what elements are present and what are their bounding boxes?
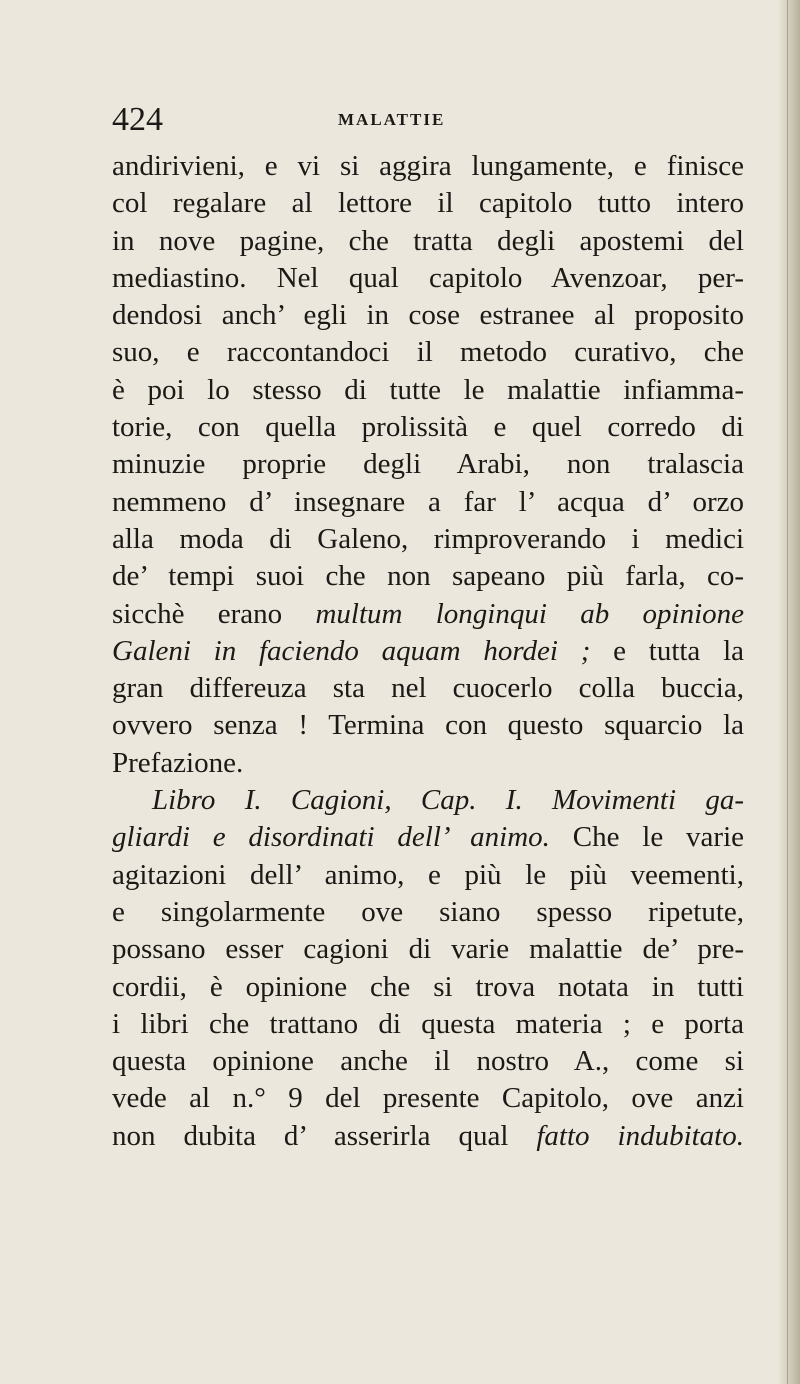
page-edge-line — [787, 0, 788, 1384]
text-segment: gran differeuza sta nel cuocerlo colla buccia, — [112, 672, 744, 705]
text-segment: alla moda di Galeno, rimproverando i medici — [112, 522, 744, 555]
text-segment: mediastino. Nel qual capitolo Avenzoar, per- — [112, 261, 744, 294]
text-segment: e singolarmente ove siano spesso ripetute, — [112, 895, 744, 928]
text-line — [112, 670, 744, 707]
text-line — [112, 894, 744, 931]
italic-segment: Libro I. Cagioni, Cap. I. Movimenti ga- — [152, 784, 744, 817]
text-line — [112, 633, 744, 670]
text-line — [112, 558, 744, 595]
text-segment: cordii, è opinione che si trova notata in tutti — [112, 970, 744, 1003]
text-segment: non dubita d’ asserirla qual — [112, 1119, 537, 1152]
text-line — [112, 857, 744, 894]
text-line — [112, 931, 744, 968]
body-text — [112, 148, 744, 1155]
text-segment: torie, con quella prolissità e quel corredo di — [112, 411, 744, 444]
text-line — [112, 1080, 744, 1117]
text-segment: col regalare al lettore il capitolo tutto intero — [112, 187, 744, 220]
text-segment: minuzie proprie degli Arabi, non tralascia — [112, 448, 744, 481]
page-edge — [778, 0, 800, 1384]
text-segment: vede al n.° 9 del presente Capitolo, ove anzi — [112, 1082, 744, 1115]
text-segment: andirivieni, e vi si aggira lungamente, e finisce — [112, 150, 744, 182]
page-number: 424 — [112, 101, 163, 138]
text-line — [112, 1118, 744, 1155]
running-head — [112, 100, 742, 140]
italic-segment: Galeni in faciendo aquam hordei ; — [112, 634, 591, 667]
text-line — [112, 372, 744, 409]
text-segment: i libri che trattano di questa materia ; e porta — [112, 1007, 744, 1040]
text-line — [112, 596, 744, 633]
text-line — [112, 1043, 744, 1080]
text-line — [112, 745, 744, 782]
text-segment: ovvero senza ! Termina con questo squarcio la — [112, 709, 744, 742]
text-segment: sicchè erano — [112, 597, 316, 630]
text-segment: suo, e raccontandoci il metodo curativo, che — [112, 336, 744, 369]
text-segment: Prefazione. — [112, 746, 244, 779]
text-line — [112, 446, 744, 483]
text-segment: questa opinione anche il nostro A., come si — [112, 1045, 744, 1078]
text-segment: de’ tempi suoi che non sapeano più farla, co- — [112, 560, 744, 593]
running-title: MALATTIE — [338, 110, 446, 129]
text-line — [112, 521, 744, 558]
text-line — [112, 969, 744, 1006]
italic-segment: gliardi e disordinati dell’ animo. — [112, 821, 550, 854]
text-line — [112, 185, 744, 222]
text-segment: possano esser cagioni di varie malattie de’ pre- — [112, 933, 744, 966]
text-segment: nemmeno d’ insegnare a far l’ acqua d’ orzo — [112, 485, 744, 518]
text-line — [112, 334, 744, 371]
text-line — [112, 707, 744, 744]
text-line — [112, 819, 744, 856]
text-line — [112, 484, 744, 521]
text-line — [112, 409, 744, 446]
text-line — [112, 1006, 744, 1043]
text-line — [112, 782, 744, 819]
text-segment: dendosi anch’ egli in cose estranee al proposito — [112, 299, 744, 332]
text-segment: è poi lo stesso di tutte le malattie infiamma- — [112, 373, 744, 406]
text-segment: e tutta la — [590, 634, 744, 667]
text-line — [112, 260, 744, 297]
text-line — [112, 297, 744, 334]
text-segment: agitazioni dell’ animo, e più le più veementi, — [112, 858, 744, 891]
text-line — [112, 223, 744, 260]
text-segment: in nove pagine, che tratta degli apostemi del — [112, 224, 744, 257]
italic-segment: fatto indubitato. — [536, 1119, 744, 1152]
text-line — [112, 148, 744, 185]
text-segment: Che le varie — [549, 821, 744, 854]
italic-segment: multum longinqui ab opinione — [315, 597, 744, 630]
